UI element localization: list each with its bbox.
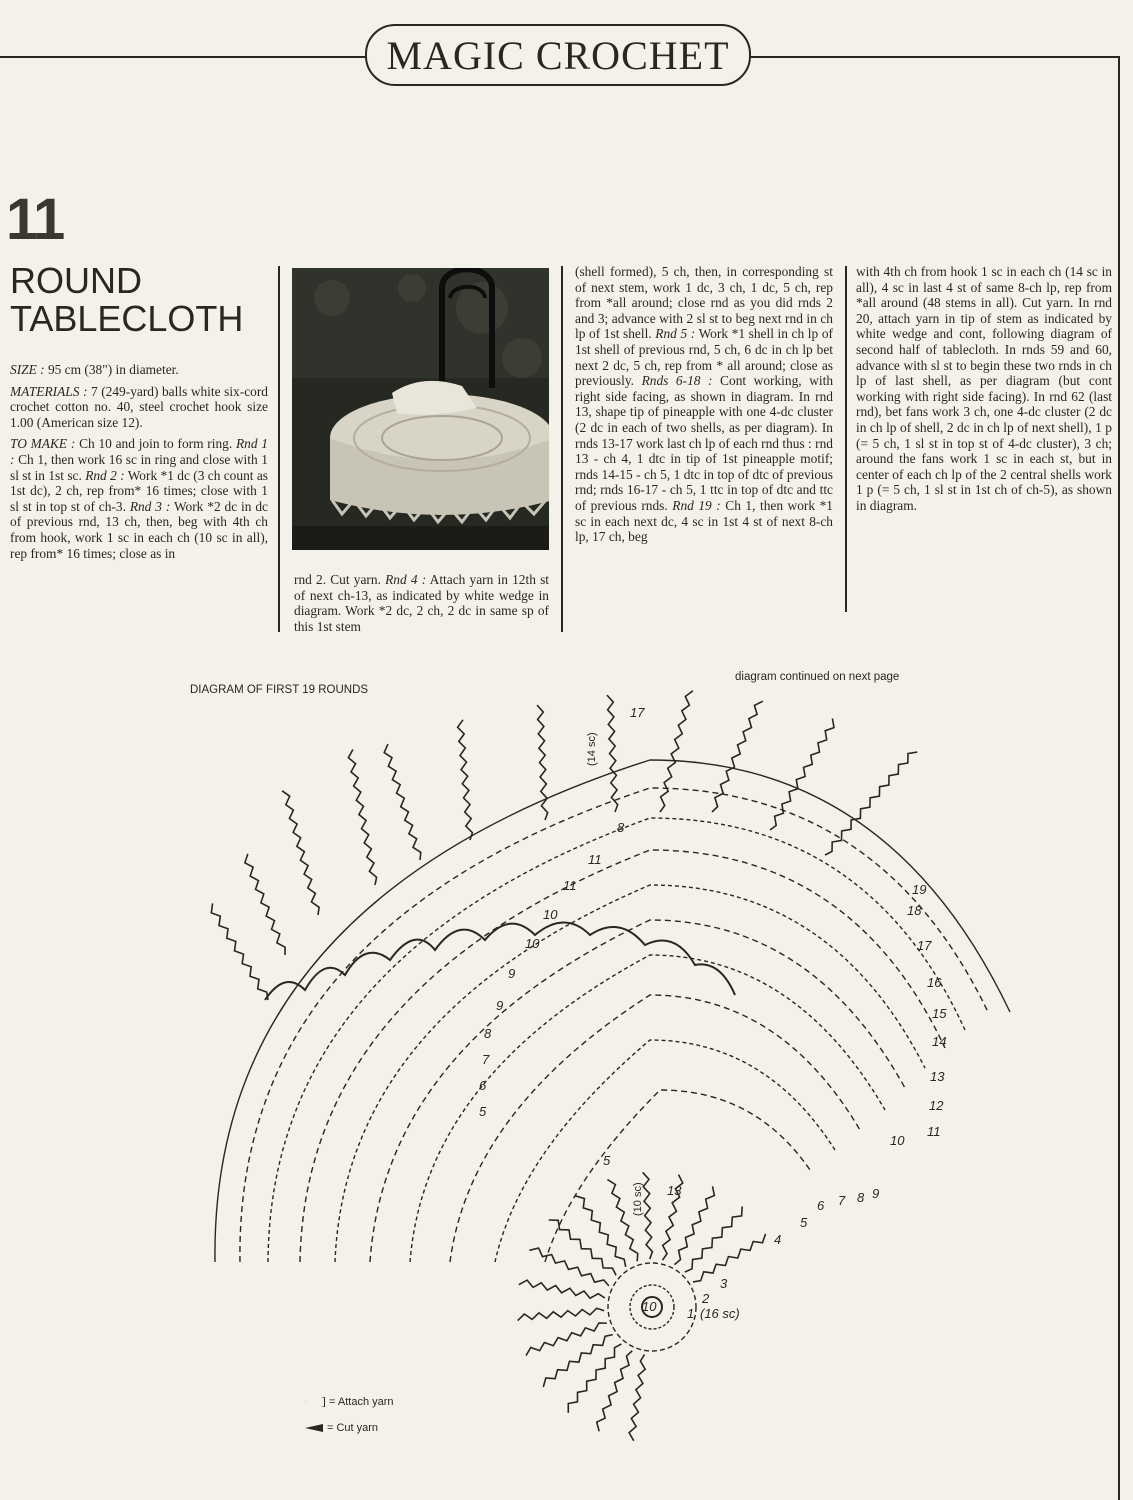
outer-stem (712, 701, 763, 812)
instructions-col-3: (shell formed), 5 ch, then, in corresponding st of next stem, work 1 dc, 3 ch, 1 dc, 5 ch, rep from *all around; close rnd as you did rnds 2 and 3; advance with 2 sl st to beg next rnd in ch lp of 1st shell. Rnd 5 : Work *1 shell in ch lp of 1st shell of previous rnd, 5 ch, 6 dc in ch lp bet next 2 dc, 5 ch, rep from * all around; close as previously. Rnds 6-18 : Cont working, with right side facing, as shown in diagram. In rnd 13, shape tip of pineapple with one 4-dc cluster (2 dc in each of two shells, as per diagram). In rnds 13-17 work last ch lp of each rnd thus : rnd 13 - ch 4, 1 dtc in tip of 1st pineapple motif; rnds 14-15 - ch 5, 1 dtc in top of dtc of previous rnd; rnds 16-17 - ch 5, 1 ttc in top of dtc and ttc of previous rnds. Rnd 19 : Ch 1, then work *1 sc in each next dc, 4 sc in 1st 4 st of next 8-ch lp, 17 ch, beg (575, 264, 834, 545)
outer-stem (245, 854, 285, 955)
legend-attach-text: = Attach yarn (329, 1396, 394, 1408)
outer-stem (348, 750, 376, 886)
tomake-paragraph: TO MAKE : Ch 10 and join to form ring. Rnd 1 : Ch 1, then work 16 sc in ring and close with 1 sl st in 1st sc. Rnd 2 : Work *1 dc (3 ch count as 1st dc), 2 ch, rep from* 16 times; close with 1 sl st in top st of ch-3. Rnd 3 : Work *2 dc in dc of previous rnd, 13 ch, then, beg with 4th ch from hook, work 1 sc in each ch (10 sc in all), rep from* 16 times; close as in (10, 436, 268, 561)
pattern-title-line1: ROUND (10, 260, 142, 301)
round-number-label: 13 (930, 1069, 945, 1084)
center-stem (568, 1344, 621, 1413)
outer-stem (384, 744, 421, 860)
outer-stem (211, 903, 268, 1000)
round-number-label: 16 (927, 975, 942, 990)
column-divider-2 (561, 266, 563, 632)
center-stem (526, 1323, 607, 1356)
outer-stem (607, 695, 618, 812)
stitch-count-label: 11 (563, 878, 577, 893)
legend-attach (305, 1396, 394, 1408)
round-number-label: 19 (912, 882, 927, 897)
round-number-label: 8 (857, 1190, 865, 1205)
stitch-count-label: 11 (588, 852, 602, 867)
stitch-count-label: 6 (479, 1078, 487, 1093)
outer-stem (660, 691, 693, 812)
legend-cut (305, 1422, 378, 1434)
center-stem (519, 1280, 605, 1298)
tablecloth-photo (292, 268, 549, 550)
column-divider-1 (278, 266, 280, 632)
outer-stem (458, 720, 473, 840)
legend-cut-text: = Cut yarn (327, 1422, 379, 1434)
instructions-col-2: rnd 2. Cut yarn. Rnd 4 : Attach yarn in 12th st of next ch-13, as indicated by white wedge in diagram. Work *2 dc, 2 ch, 2 dc in same sp of this 1st stem (294, 572, 550, 634)
center-stem (629, 1354, 645, 1440)
round-number-label: 18 (907, 903, 922, 918)
stitch-count-label: 10 (525, 936, 540, 951)
round-number-label: 14 (932, 1034, 947, 1049)
instructions-col-4: with 4th ch from hook 1 sc in each ch (14 sc in all), 4 sc in last 4 st of same 8-ch lp, rep from *all around (48 stems in all). Cut yarn. In rnd 20, attach yarn in tip of stem as indicated by white wedge and cont, following diagram of second half of tablecloth. In rnds 59 and 60, advance with sl st to begin these two rnds in ch lp of last shell, as per diagram (but cont working with right side facing). In rnd 62 (last rnd), bet fans work 3 ch, one 4-dc cluster (2 dc in ch lp of shell, 2 dc in ch lp of next shell), 1 p (= 5 ch, 1 sl st in top st of 4-dc cluster), 3 ch; around the fans work 1 sc in each st, but in center of each ch lp of the 2 central shells work 1 p (= 5 ch, 1 sl st in 1st ch of ch-5), as shown in diagram. (856, 264, 1112, 513)
stitch-count-label: 9 (508, 966, 516, 981)
magazine-title: MAGIC CROCHET (386, 32, 730, 78)
pattern-number: 11 (6, 187, 64, 252)
round-number-label: 3 (720, 1276, 728, 1291)
round-number-label: 15 (932, 1006, 947, 1021)
round-number-label: 6 (817, 1198, 825, 1213)
center-stem (685, 1207, 742, 1273)
round-1-note: (16 sc) (700, 1306, 740, 1321)
stitch-count-label: 7 (482, 1052, 490, 1067)
outer-stem (770, 719, 834, 831)
stitch-count-label: 17 (630, 705, 645, 720)
stitch-count-label: 13 (667, 1183, 682, 1198)
stem-14sc-label: (14 sc) (586, 732, 598, 766)
center-stem (674, 1186, 714, 1264)
instructions-col-1 (10, 362, 268, 567)
materials-paragraph: MATERIALS : 7 (249-yard) balls white six-cord crochet cotton no. 40, steel crochet hook size 1.00 (American size 12). (10, 383, 268, 430)
round-number-label: 7 (838, 1193, 846, 1208)
round-arc (300, 850, 945, 1262)
round-arc (450, 995, 860, 1262)
pattern-title (10, 262, 243, 338)
round-number-label: 2 (702, 1291, 710, 1306)
stitch-count-label: 5 (479, 1104, 487, 1119)
center-stem (549, 1220, 616, 1275)
round-number-label: 10 (890, 1133, 905, 1148)
outer-stem (825, 752, 917, 855)
round-number-label: 9 (872, 1186, 880, 1201)
center-stem (529, 1248, 608, 1286)
page-border-right (1118, 56, 1120, 1500)
round-arc (545, 1090, 810, 1262)
diagram-title: DIAGRAM OF FIRST 19 ROUNDS (190, 684, 369, 696)
round-arc (215, 760, 1010, 1262)
center-ring-label: 10 (642, 1299, 657, 1314)
scalloped-edge (265, 923, 735, 1001)
round-number-label: 4 (774, 1232, 782, 1247)
round-arc (335, 885, 925, 1262)
center-stem (518, 1308, 604, 1320)
stitch-count-label: 8 (484, 1026, 492, 1041)
round-number-label: 1 (687, 1306, 695, 1321)
size-paragraph: SIZE : 95 cm (38") in diameter. (10, 362, 179, 377)
center-stem (543, 1335, 612, 1387)
round-number-label: 5 (800, 1215, 808, 1230)
outer-stem (282, 791, 319, 915)
cut-yarn-icon (305, 1424, 323, 1432)
round-arc (495, 1040, 835, 1262)
attach-yarn-icon (305, 1397, 325, 1407)
diagram-continued-note: diagram continued on next page (735, 671, 900, 683)
column-divider-3 (845, 266, 847, 612)
center-stem (643, 1172, 653, 1259)
pattern-title-line2: TABLECLOTH (10, 298, 244, 339)
stitch-count-label: 10 (543, 907, 558, 922)
stitch-count-label: 5 (603, 1153, 611, 1168)
center-stem (575, 1196, 625, 1267)
stem-10sc-label: (10 sc) (632, 1182, 644, 1216)
stitch-count-label: 9 (496, 998, 504, 1013)
stitch-count-label: 8 (617, 820, 625, 835)
round-number-label: 12 (929, 1098, 944, 1113)
round-number-label: 17 (917, 938, 932, 953)
center-stem (597, 1351, 633, 1432)
outer-stem (537, 705, 548, 820)
round-number-label: 11 (927, 1124, 941, 1139)
center-stem (693, 1234, 766, 1282)
magazine-header (365, 24, 751, 86)
